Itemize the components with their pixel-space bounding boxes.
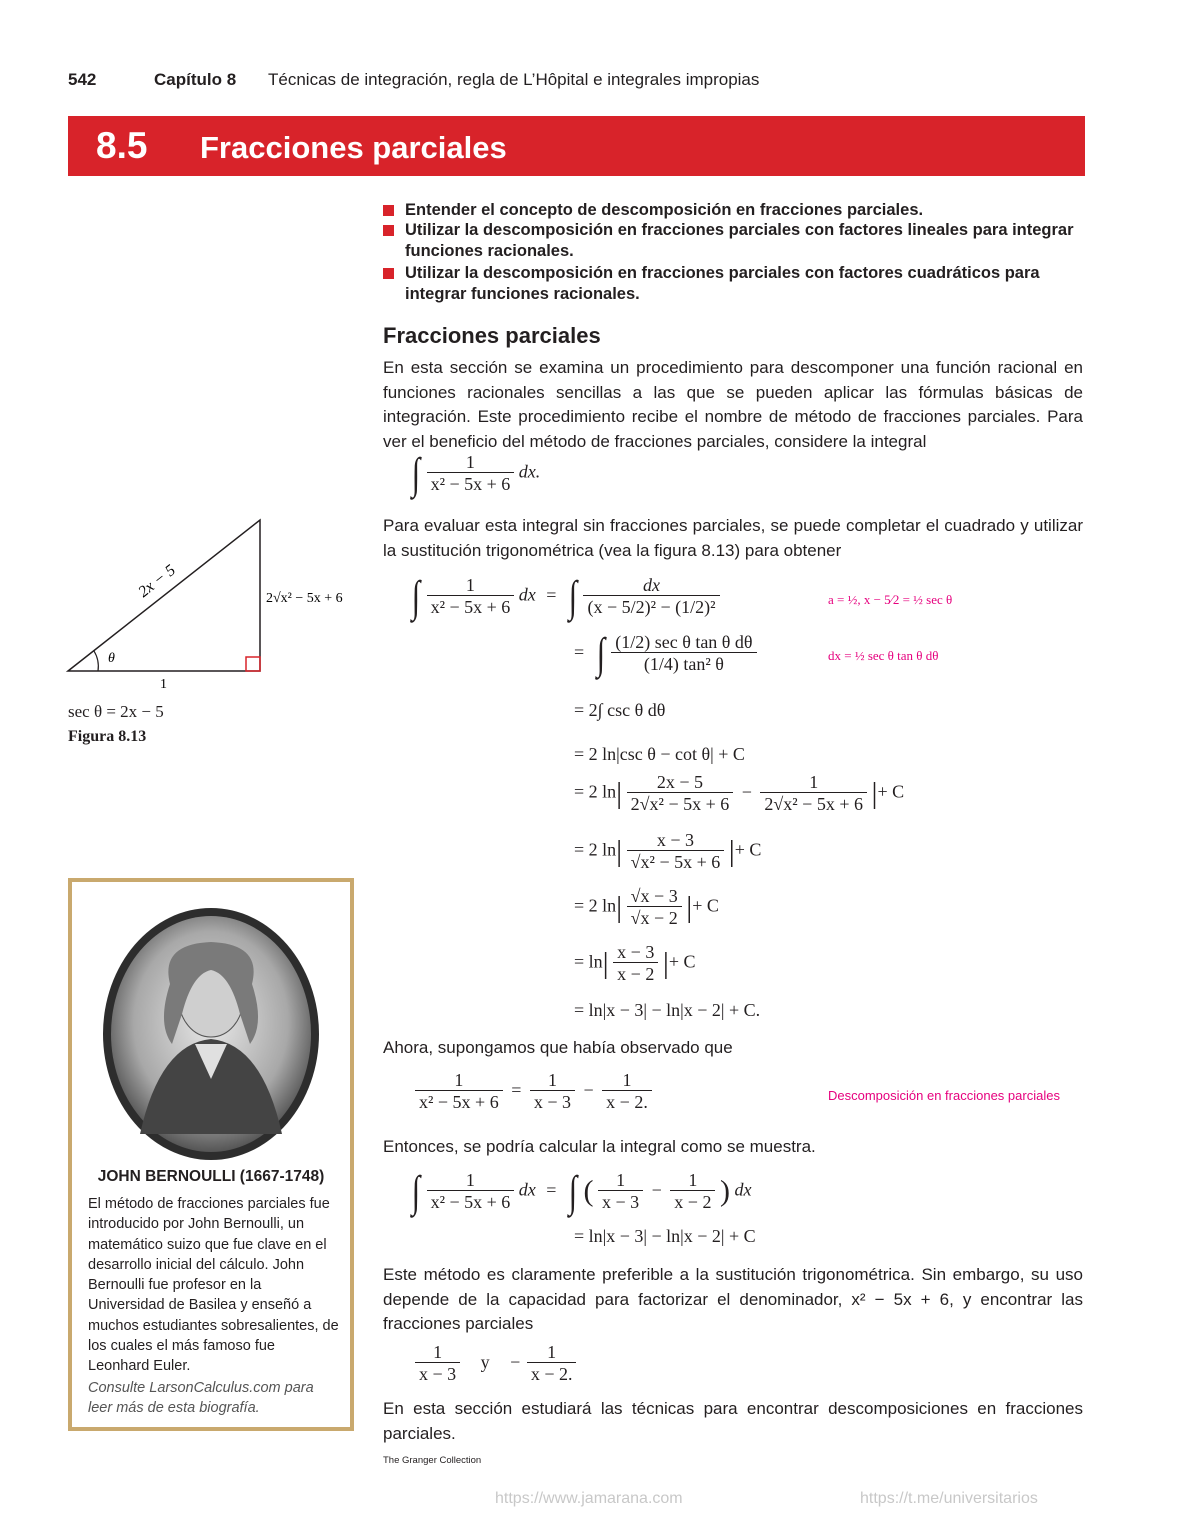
section-title: Fracciones parciales: [200, 130, 507, 165]
integral-expression: ∫ $\frac{1}{\text{x² − 5x + 6}}$ dx = ∫ ( $\frac{1}{x - 3}$ − $\frac{1}{x - 2}$ ) dx: [411, 1166, 752, 1216]
objective-item: Utilizar la descomposición en fracciones parciales con factores lineales para integrar funciones racionales.: [383, 220, 1105, 262]
paragraph: Entonces, se podría calcular la integral como se muestra.: [383, 1137, 816, 1156]
derivation-line: = ln|x − 3| − ln|x − 2| + C.: [574, 1000, 761, 1020]
derivation-line: = 2 ln| $\frac{2x - 5}{\text{2√x² − 5x + 6}}$ − $\frac{1}{\text{2√x² − 5x + 6}}$ |+ C: [574, 772, 905, 814]
derivation-line: = ln| $\frac{x - 3}{x - 2}$ |+ C: [574, 942, 696, 984]
paragraph: Este método es claramente preferible a la sustitución trigonométrica. Sin embargo, su uso depende de la capacidad para factorizar el denominador, x² − 5x + 6, y encontrar las fracciones parciales: [383, 1265, 1083, 1333]
decomposition-note: Descomposición en fracciones parciales: [828, 1088, 1060, 1103]
substitution-note: dx = ½ sec θ tan θ dθ: [828, 648, 939, 663]
paragraph: En esta sección estudiará las técnicas para encontrar descomposiciones en fracciones parciales.: [383, 1399, 1083, 1443]
derivation-line: = 2 ln| $\frac{x - 3}{\text{√x² − 5x + 6}}$ |+ C: [574, 830, 762, 872]
bullet-square-icon: [383, 268, 394, 279]
objective-item: Entender el concepto de descomposición en fracciones parciales.: [383, 200, 1105, 221]
objective-item: Utilizar la descomposición en fracciones parciales con factores cuadráticos para integrar funciones racionales.: [383, 263, 1105, 305]
partial-fractions-pair: $\frac{1}{x - 3}$ y − $\frac{1}{x - 2.}$: [415, 1342, 576, 1385]
chapter-label: Capítulo 8: [154, 70, 237, 89]
subheading: Fracciones parciales: [383, 323, 601, 348]
bio-name: JOHN BERNOULLI (1667-1748): [97, 1168, 325, 1185]
biography-box: [68, 878, 354, 1431]
angle-label: θ: [108, 651, 115, 666]
integral-sign: ∫: [411, 448, 421, 498]
paragraph: En esta sección se examina un procedimiento para descomponer una función racional en funciones racionales sencillas a las que se pueden aplicar las fórmulas básicas de integración. Este procedimiento recibe el nombre de método de fracciones parciales. Para ver el beneficio del método de fracciones parciales, considere la integral: [383, 358, 1083, 451]
section-banner: [68, 116, 1085, 176]
watermark: https://www.jamarana.com: [495, 1490, 683, 1507]
figure-triangle: [60, 510, 380, 690]
derivation-line: = 2 ln| $\frac{√x - 3}{√x - 2}$ |+ C: [574, 886, 719, 928]
derivation-line: = 2∫ csc θ dθ: [574, 700, 666, 720]
paragraph: Para evaluar esta integral sin fracciones parciales, se puede completar el cuadrado y utilizar la sustitución trigonométrica (vea la figura 8.13) para obtener: [383, 516, 1083, 560]
figure-equation: sec θ = 2x − 5: [68, 702, 164, 721]
adjacent-label: 1: [160, 677, 167, 690]
derivation-line: = ∫ $\frac{\text{(1/2) sec θ tan θ dθ}}{\text{(1/4) tan² θ}}$: [574, 632, 757, 675]
chapter-title: Técnicas de integración, regla de L’Hôpital e integrales impropias: [268, 70, 760, 89]
page-number: 542: [68, 70, 97, 89]
opposite-label: 2√x² − 5x + 6: [266, 591, 343, 606]
watermark: https://t.me/universitarios: [860, 1490, 1038, 1507]
derivation-line: ∫ $\frac{1}{\text{x² − 5x + 6}}$ dx = ∫ $\frac{dx}{\text{(x − 5/2)² − (1/2)²}}$: [410, 575, 720, 618]
bullet-square-icon: [383, 205, 394, 216]
image-credit: The Granger Collection: [383, 1455, 482, 1466]
paragraph: Ahora, supongamos que había observado que: [383, 1038, 733, 1057]
figure-caption: Figura 8.13: [68, 728, 147, 745]
angle-arc: [94, 651, 98, 671]
derivation-line: = 2 ln|csc θ − cot θ| + C: [574, 744, 745, 764]
bullet-square-icon: [383, 225, 394, 236]
bio-link[interactable]: Consulte LarsonCalculus.com para leer más de esta biografía.: [88, 1380, 314, 1417]
triangle-shape: [68, 520, 260, 671]
integral-expression: ∫ $\frac{1}{\text{x² − 5x + 6}}$ dx.: [411, 448, 541, 498]
section-number: 8.5: [96, 125, 148, 166]
portrait-image: [100, 904, 322, 1164]
decomposition-equation: $\frac{1}{\text{x² − 5x + 6}}$ = $\frac{1}{x - 3}$ − $\frac{1}{x - 2.}$: [415, 1070, 652, 1113]
bio-text: El método de fracciones parciales fue introducido por John Bernoulli, un matemático suizo que fue clave en el desarrollo inicial del cálculo. John Bernoulli fue profesor en la Universidad de Basilea y enseñó a muchos estudiantes sobresalientes, de los cuales el más famoso fue Leonhard Euler.: [88, 1196, 339, 1375]
hypotenuse-label: 2x − 5: [135, 561, 179, 601]
substitution-note: a = ½, x − 5⁄2 = ½ sec θ: [828, 592, 953, 607]
derivation-line: = ln|x − 3| − ln|x − 2| + C: [574, 1226, 756, 1246]
right-angle-marker: [246, 657, 260, 671]
